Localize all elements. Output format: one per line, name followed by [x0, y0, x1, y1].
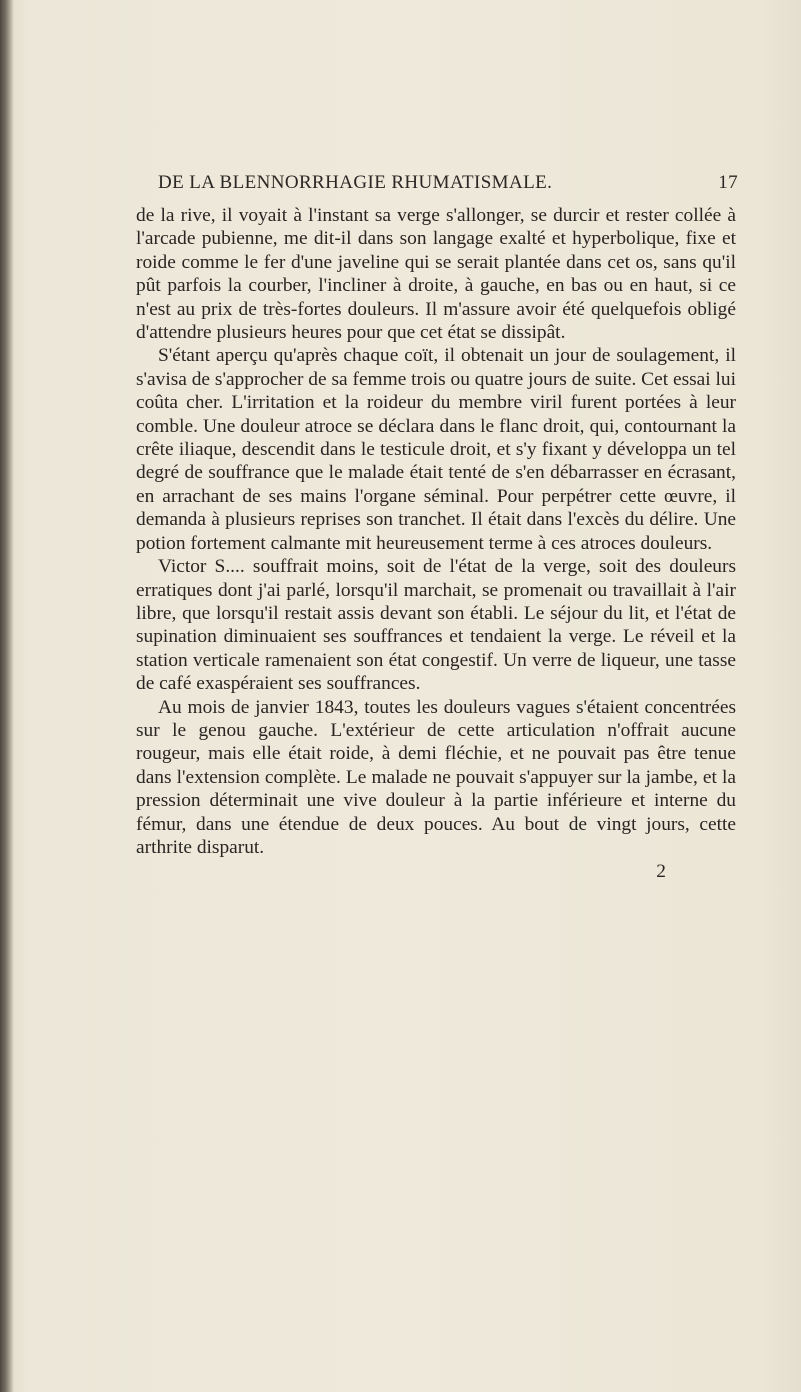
- paragraph-4: Au mois de janvier 1843, toutes les douleurs vagues s'étaient concentrées sur le genou gauche. L'extérieur de cette articulation n'offrait aucune rougeur, mais elle était roide, à demi fléchie, et ne pouvait pas être tenue dans l'extension complète. Le malade ne pouvait s'appuyer sur la jambe, et la pression déterminait une vive douleur à la partie inférieure et interne du fémur, dans une étendue de deux pouces. Au bout de vingt jours, cette arthrite disparut.: [136, 696, 736, 858]
- running-title: DE LA BLENNORRHAGIE RHUMATISMALE.: [158, 172, 553, 193]
- binding-edge-shadow: [0, 0, 14, 1392]
- paragraph-2: S'étant aperçu qu'après chaque coït, il obtenait un jour de soulagement, il s'avisa de s'approcher de sa femme trois ou quatre jours de suite. Cet essai lui coûta cher. L'irritation et la roideur du membre viril furent portées à leur comble. Une douleur atroce se déclara dans le flanc droit, qui, contournant la crête iliaque, descendit dans le testicule droit, et s'y fixant y développa un tel degré de souffrance que le malade était tenté de s'en débarrasser en écrasant, en arrachant de ses mains l'organe séminal. Pour perpétrer cette œuvre, il demanda à plusieurs reprises son tranchet. Il était dans l'excès du délire. Une potion fortement calmante mit heureusement terme à ces atroces douleurs.: [136, 345, 736, 554]
- body-text: [136, 204, 736, 884]
- page-number: 17: [718, 172, 738, 193]
- paragraph-1: de la rive, il voyait à l'instant sa verge s'allonger, se durcir et rester collée à l'arcade pubienne, me dit-il dans son langage exalté et hyperbolique, fixe et roide comme le fer d'une javeline qui se serait plantée dans cet os, sans qu'il pût parfois la courber, l'incliner à droite, à gauche, en bas ou en haut, si ce n'est au prix de très-fortes douleurs. Il m'assure avoir été quelquefois obligé d'attendre plusieurs heures pour que cet état se dissipât.: [136, 205, 736, 344]
- page-header: [158, 172, 738, 198]
- paragraph-3: Victor S.... souffrait moins, soit de l'état de la verge, soit des douleurs erratiques dont j'ai parlé, lorsqu'il marchait, se promenait ou travaillait à l'air libre, que lorsqu'il restait assis devant son établi. Le séjour du lit, et l'état de supination diminuaient ses souffrances et tendaient la verge. Le réveil et la station verticale ramenaient son état congestif. Un verre de liqueur, une tasse de café exaspéraient ses souffrances.: [136, 556, 736, 695]
- signature-mark: 2: [656, 861, 666, 883]
